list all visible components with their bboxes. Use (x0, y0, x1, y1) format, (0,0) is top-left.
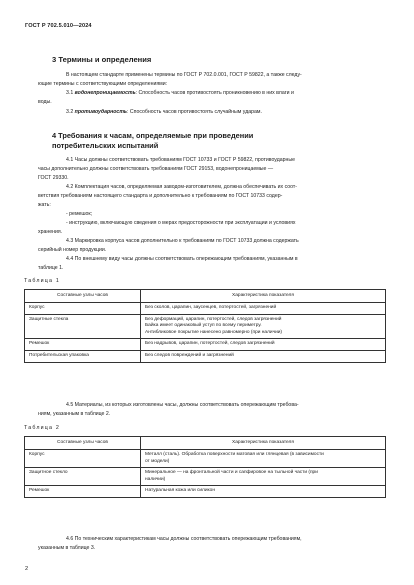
page-number: 2 (25, 566, 29, 572)
section-4-title-line-2: потребительских испытаний (52, 141, 159, 150)
intro-line-2: ющие термины с соответствующими определениями: (38, 80, 168, 87)
table-row (25, 468, 386, 486)
p43-line-1: 4.3 Маркировка корпуса часов дополнительно к требованиям по ГОСТ 10733 должна содержать (66, 238, 299, 244)
table-cell-desc (141, 350, 386, 362)
table-header-cell: Составные узлы часов (25, 437, 141, 450)
desc-line: Без следов повреждений и загрязнений (145, 352, 234, 358)
table-row (25, 303, 386, 315)
table-header-row (25, 290, 386, 303)
desc-line: Металл (сталь). Обработка поверхности матовая или глянцевая (в зависимости (145, 452, 324, 457)
table-row (25, 350, 386, 362)
p41-line-1: 4.1 Часы должны соответствовать требованиям ГОСТ 10733 и ГОСТ Р 59822, противоударные (66, 157, 295, 163)
desc-line: Минеральное — на фронтальной части и сапфировое на тыльной части (при (145, 470, 318, 476)
paragraph-4-5 (38, 401, 386, 419)
bullet-instructions (38, 219, 386, 237)
table-1 (24, 289, 386, 363)
term-3-1 (38, 89, 386, 107)
table-cell-desc (141, 486, 386, 498)
p45-line-2: ниям, указанным в таблице 2. (38, 410, 111, 417)
bullet2-line-2: хранения. (38, 228, 63, 235)
table-cell-desc (141, 450, 386, 468)
table-header-cell: Составные узлы часов (25, 290, 141, 303)
desc-line: Без надрывов, царапин, потертостей, следов загрязнений (145, 341, 275, 347)
table-cell-desc (141, 339, 386, 351)
table-cell-part: Защитные стекла (25, 314, 141, 339)
p43-line-2: серийный номер продукции. (38, 246, 107, 253)
section-4-title (52, 131, 382, 151)
table-cell-part: Ремешок (25, 339, 141, 351)
p41-line-3: ГОСТ 29330. (38, 174, 69, 181)
desc-line: Натуральная кожа или силикон (145, 488, 215, 494)
desc-line: Байка имеет одинаковый уступ по всему периметру. (145, 323, 262, 329)
term-3-2-definition: : Способность часов противостоять случайным ударам. (127, 109, 262, 115)
section-3-intro (38, 71, 386, 89)
p41-line-2: часы дополнительно должны соответствовать требованиям ГОСТ 29153, водонепроницаемые — (38, 165, 274, 172)
table-cell-part: Потребительская упаковка (25, 350, 141, 362)
desc-line: от модели) (145, 458, 170, 464)
table-cell-part: Ремешок (25, 486, 141, 498)
table-cell-part: Защитное стекло (25, 468, 141, 486)
section-3-title: 3 Термины и определения (52, 55, 152, 64)
desc-line: Без деформаций, царапин, потертостей, следов загрязнений (145, 316, 282, 322)
p46-line-1: 4.6 По техническим характеристикам часы должны соответствовать опережающим требованиям, (66, 536, 302, 542)
bullet2-line-1: - инструкцию, включающую сведения о мерах предосторожности при эксплуатации и условиях (66, 220, 296, 226)
term-3-2 (66, 108, 386, 117)
table-cell-desc (141, 314, 386, 339)
table-cell-part: Корпус (25, 303, 141, 315)
term-3-1-name: водонепроницаемость (74, 90, 136, 96)
desc-line: наличии) (145, 476, 166, 482)
paragraph-4-3 (38, 237, 386, 255)
table-2-caption: Таблица 2 (24, 425, 60, 431)
bullet-strap: - ремешок; (66, 211, 93, 217)
table-row (25, 339, 386, 351)
p42-line-3: жать: (38, 201, 51, 208)
desc-line: Антибликовое покрытие нанесено равномерно (при наличии) (145, 329, 283, 335)
p44-line-2: таблице 1. (38, 264, 64, 271)
document-code: ГОСТ Р 702.5.010—2024 (25, 23, 92, 29)
term-3-1-definition: : Способность часов противостоять проникновению в них влаги и (135, 90, 294, 96)
table-header-cell: Характеристика показателя (141, 290, 386, 303)
p46-line-2: указанным в таблице 3. (38, 544, 96, 551)
desc-line: Без сколов, царапин, заусенцев, потертостей, загрязнений (145, 305, 277, 310)
p44-line-1: 4.4 По внешнему виду часы должны соответствовать опережающим требованиям, указанным в (66, 256, 298, 262)
table-header-row (25, 437, 386, 450)
term-3-2-number: 3.2 (66, 109, 75, 115)
p45-line-1: 4.5 Материалы, из которых изготовлены часы, должны соответствовать опережающим требова- (66, 402, 299, 408)
table-cell-desc (141, 303, 386, 315)
paragraph-4-4 (38, 255, 386, 273)
table-row (25, 486, 386, 498)
table-cell-part: Корпус (25, 450, 141, 468)
section-4-title-line-1: 4 Требования к часам, определяемые при проведении (52, 131, 254, 140)
p42-line-2: ветствия требованиям настоящего стандарта и дополнительно к требованиям по ГОСТ 10733 содер- (38, 192, 283, 199)
term-3-2-name: противоударность (74, 109, 128, 115)
paragraph-4-2 (38, 183, 386, 210)
term-3-1-definition-cont: воды. (38, 98, 52, 105)
term-3-1-number: 3.1 (66, 90, 75, 96)
table-cell-desc (141, 468, 386, 486)
table-header-cell: Характеристика показателя (141, 437, 386, 450)
table-2 (24, 436, 386, 498)
table-1-caption: Таблица 1 (24, 278, 60, 284)
table-row (25, 450, 386, 468)
intro-line-1: В настоящем стандарте применены термины по ГОСТ Р 702.0.001, ГОСТ Р 59822, а также следу- (66, 72, 302, 78)
p42-line-1: 4.2 Комплектация часов, определяемая заводом-изготовителем, должна обеспечивать их соот- (66, 184, 297, 190)
table-row (25, 314, 386, 339)
paragraph-4-1 (38, 156, 386, 183)
paragraph-4-6 (38, 535, 386, 553)
